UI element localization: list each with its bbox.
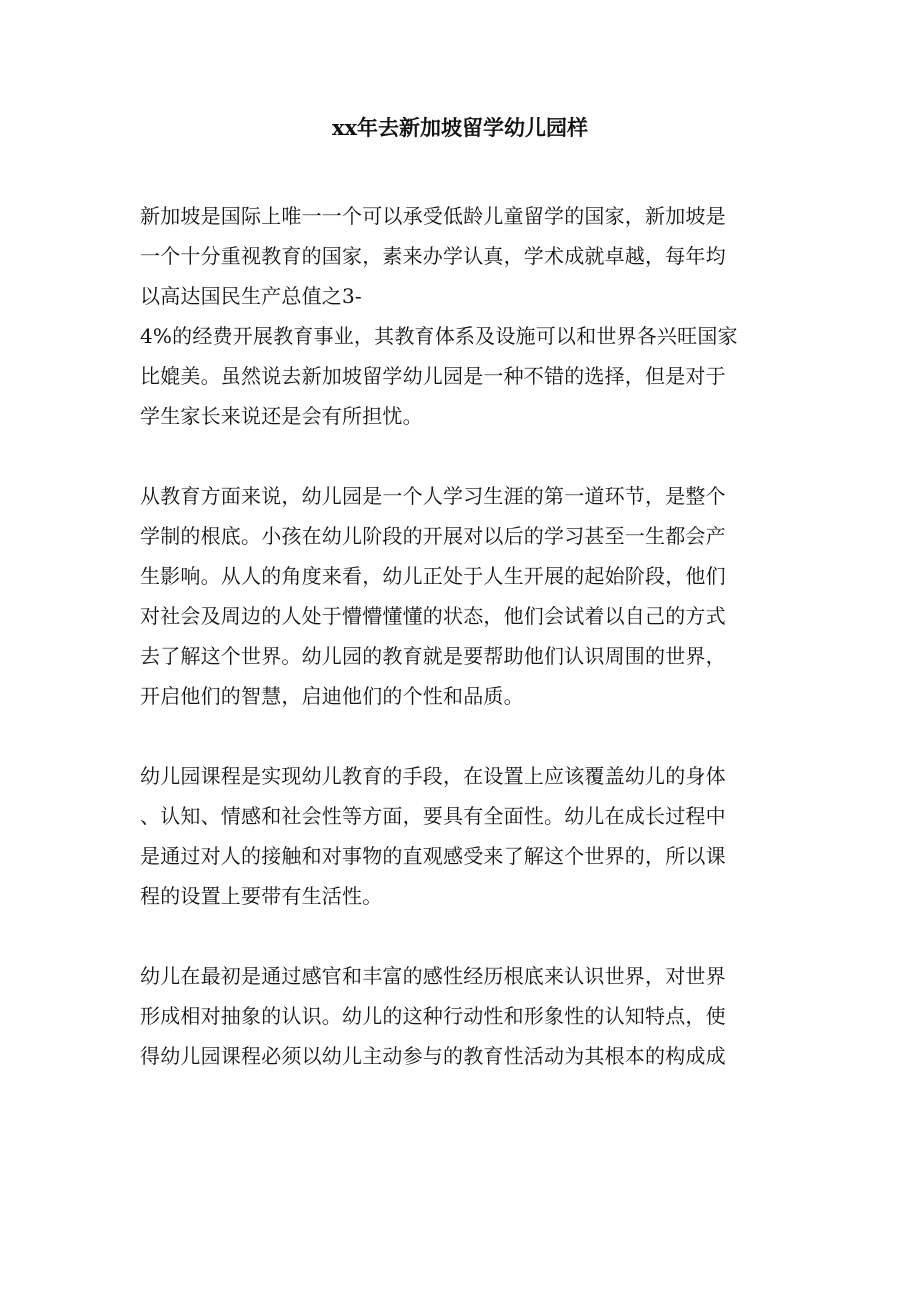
paragraph-line: 得幼儿园课程必须以幼儿主动参与的教育性活动为其根本的构成成: [140, 1044, 726, 1068]
paragraph-line: 开启他们的智慧，启迪他们的个性和品质。: [140, 684, 524, 708]
paragraph-3: [140, 756, 780, 916]
paragraph-line: 比媲美。虽然说去新加坡留学幼儿园是一种不错的选择，但是对于: [140, 364, 726, 388]
paragraph-2: [140, 476, 780, 716]
document-title: xx年去新加坡留学幼儿园样: [331, 115, 589, 140]
paragraph-line: 学生家长来说还是会有所担忧。: [140, 404, 423, 428]
paragraph-line: 是通过对人的接触和对事物的直观感受来了解这个世界的，所以课: [140, 844, 726, 868]
paragraph-line: 程的设置上要带有生活性。: [140, 884, 383, 908]
paragraph-line: 幼儿园课程是实现幼儿教育的手段，在设置上应该覆盖幼儿的身体: [140, 764, 726, 788]
paragraph-line: 生影响。从人的角度来看，幼儿正处于人生开展的起始阶段，他们: [140, 564, 726, 588]
paragraph-4: [140, 956, 780, 1076]
paragraph-line: 去了解这个世界。幼儿园的教育就是要帮助他们认识周围的世界，: [140, 644, 726, 668]
paragraph-line: 学制的根底。小孩在幼儿阶段的开展对以后的学习甚至一生都会产: [140, 524, 726, 548]
paragraph-line: 幼儿在最初是通过感官和丰富的感性经历根底来认识世界，对世界: [140, 964, 726, 988]
paragraph-line: 以高达国民生产总值之3-: [140, 284, 362, 308]
paragraph-line: 4%的经费开展教育事业，其教育体系及设施可以和世界各兴旺国家: [140, 324, 738, 348]
document-body: [140, 196, 780, 1116]
paragraph-line: 对社会及周边的人处于懵懵懂懂的状态，他们会试着以自己的方式: [140, 604, 726, 628]
paragraph-line: 一个十分重视教育的国家，素来办学认真，学术成就卓越，每年均: [140, 244, 726, 268]
paragraph-line: 形成相对抽象的认识。幼儿的这种行动性和形象性的认知特点，使: [140, 1004, 726, 1028]
paragraph-line: 从教育方面来说，幼儿园是一个人学习生涯的第一道环节，是整个: [140, 484, 726, 508]
paragraph-line: 、认知、情感和社会性等方面，要具有全面性。幼儿在成长过程中: [140, 804, 726, 828]
paragraph-1: [140, 196, 780, 436]
paragraph-line: 新加坡是国际上唯一一个可以承受低龄儿童留学的国家，新加坡是: [140, 204, 726, 228]
